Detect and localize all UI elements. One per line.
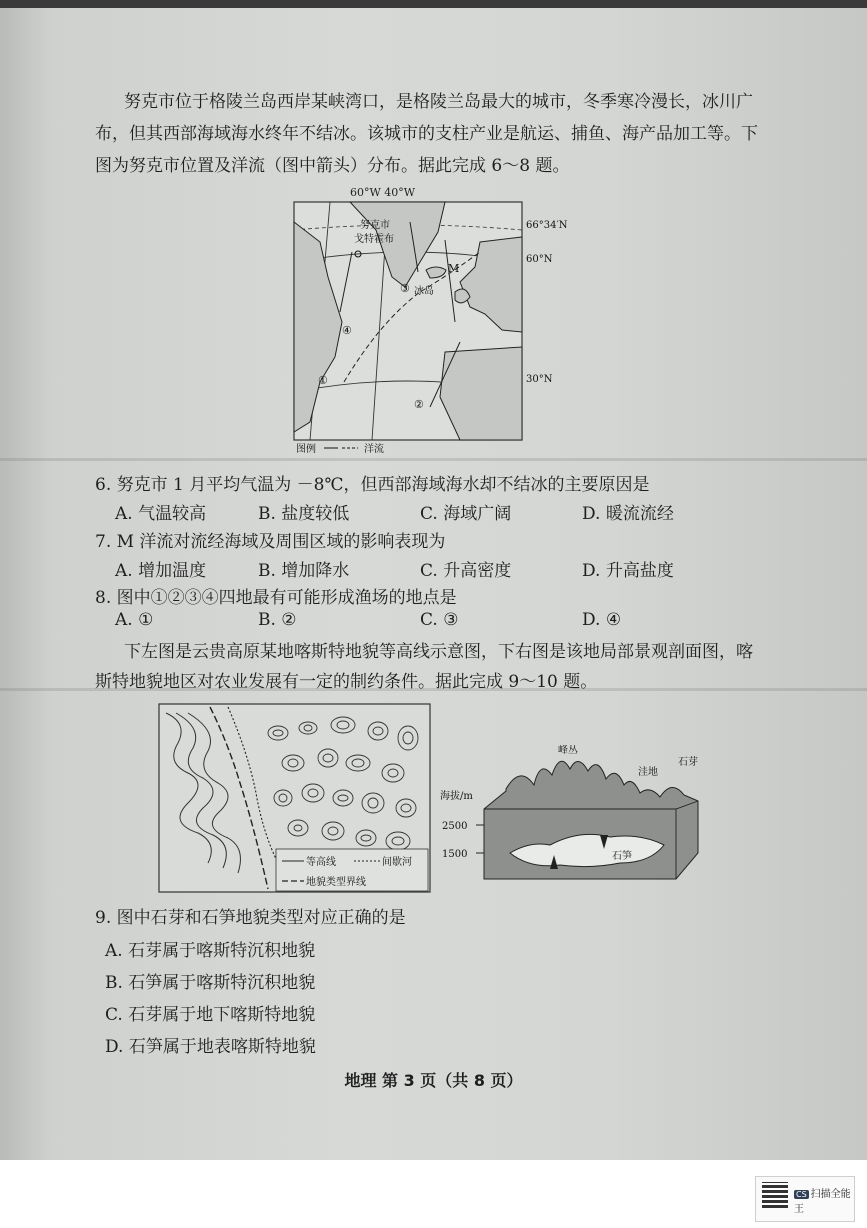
q6-stem: 6. 努克市 1 月平均气温为 －8℃，但西部海域海水却不结冰的主要原因是 — [95, 475, 650, 495]
tick-1500-label: 1500 — [442, 849, 468, 860]
q7-option-b[interactable]: B. 增加降水 — [258, 561, 350, 581]
q9-option-d[interactable]: D. 石笋属于地表喀斯特地貌 — [105, 1037, 316, 1057]
q6-option-c[interactable]: C. 海域广阔 — [420, 504, 512, 524]
intro2-line-1: 下左图是云贵高原某地喀斯特地貌等高线示意图，下右图是该地局部景观剖面图，喀 — [124, 642, 753, 662]
map-label-1: ① — [318, 374, 328, 387]
q7-stem: 7. M 洋流对流经海域及周围区域的影响表现为 — [95, 532, 446, 552]
map-legend-label: 图例 — [296, 444, 316, 455]
q7-option-d[interactable]: D. 升高盐度 — [582, 561, 674, 581]
map-city-label-1: 努克市 — [360, 220, 390, 231]
scanner-logo: CS — [796, 1190, 807, 1199]
stone-bud-label: 石芽 — [678, 757, 698, 768]
scanner-watermark — [755, 1176, 855, 1222]
q8-option-b[interactable]: B. ② — [258, 610, 297, 630]
intro1-line-3: 图为努克市位置及洋流（图中箭头）分布。据此完成 6～8 题。 — [95, 156, 570, 176]
map-label-2: ② — [414, 398, 424, 411]
qr-code-icon — [762, 1182, 788, 1208]
legend-boundary-label: 地貌类型界线 — [306, 877, 366, 888]
map-lat-60-label: 60°N — [526, 254, 553, 265]
q6-option-a[interactable]: A. 气温较高 — [115, 504, 207, 524]
map-legend-text: 洋流 — [364, 444, 384, 455]
q9-option-a[interactable]: A. 石芽属于喀斯特沉积地貌 — [105, 941, 316, 961]
peak-cluster-label: 峰丛 — [558, 745, 578, 756]
scanner-name: 扫描全能王 — [794, 1189, 851, 1215]
q9-option-b[interactable]: B. 石笋属于喀斯特沉积地貌 — [105, 973, 316, 993]
depression-label: 洼地 — [638, 767, 658, 778]
q9-option-c[interactable]: C. 石芽属于地下喀斯特地貌 — [105, 1005, 316, 1025]
stalagmite-label: 石笋 — [612, 851, 632, 862]
q7-option-a[interactable]: A. 增加温度 — [115, 561, 207, 581]
q6-option-b[interactable]: B. 盐度较低 — [258, 504, 350, 524]
intro1-line-2: 布，但其西部海域海水终年不结冰。该城市的支柱产业是航运、捕鱼、海产品加工等。下 — [95, 124, 758, 144]
tick-2500-label: 2500 — [442, 821, 468, 832]
map-city-label-2: 戈特霍布 — [354, 234, 394, 245]
map-label-iceland: 冰岛 — [414, 286, 434, 297]
map-lat-66-label: 66°34′N — [526, 220, 568, 231]
map-label-4: ④ — [342, 324, 352, 337]
q8-option-d[interactable]: D. ④ — [582, 610, 622, 630]
q9-stem: 9. 图中石芽和石笋地貌类型对应正确的是 — [95, 908, 406, 928]
north-atlantic-map — [280, 182, 590, 462]
q8-option-c[interactable]: C. ③ — [420, 610, 459, 630]
q7-option-c[interactable]: C. 升高密度 — [420, 561, 512, 581]
map-label-m: M — [448, 262, 460, 275]
map-longitude-label: 60°W 40°W — [350, 186, 416, 199]
map-lat-30-label: 30°N — [526, 374, 553, 385]
intro2-line-2: 斯特地貌地区对农业发展有一定的制约条件。据此完成 9～10 题。 — [95, 672, 598, 692]
legend-contour-label: 等高线 — [306, 857, 336, 868]
intro1-line-1: 努克市位于格陵兰岛西岸某峡湾口，是格陵兰岛最大的城市，冬季寒冷漫长，冰川广 — [124, 92, 753, 112]
altitude-axis-label: 海拔/m — [440, 791, 473, 802]
q8-stem: 8. 图中①②③④四地最有可能形成渔场的地点是 — [95, 588, 457, 608]
legend-river-label: 间歇河 — [382, 857, 412, 868]
karst-cross-section — [440, 745, 710, 885]
scanner-title — [794, 1185, 854, 1215]
page-footer: 地理 第 3 页（共 8 页） — [344, 1071, 523, 1090]
map-label-3: ③ — [400, 282, 410, 295]
q6-option-d[interactable]: D. 暖流流经 — [582, 504, 674, 524]
q8-option-a[interactable]: A. ① — [115, 610, 154, 630]
karst-contour-map — [158, 703, 432, 895]
